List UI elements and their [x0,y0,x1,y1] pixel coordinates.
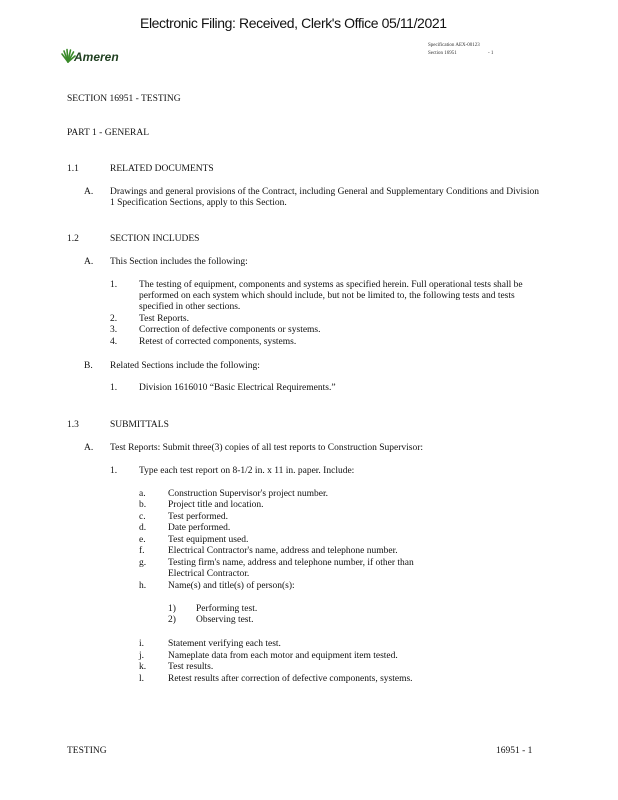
heading-title: SECTION INCLUDES [110,234,200,244]
sublist-item: Name(s) and title(s) of person(s): [168,581,295,591]
part-title: PART 1 - GENERAL [67,128,150,138]
list-item: Test Reports. [139,314,189,324]
subsublist-number: 1) [168,604,176,614]
subsublist-number: 2) [168,615,176,625]
paragraph: This Section includes the following: [110,257,248,267]
para-letter: A. [84,187,94,197]
sublist-letter: d. [139,523,147,533]
sublist-letter: l. [139,674,145,684]
section-title: SECTION 16951 - TESTING [67,94,181,104]
heading-title: RELATED DOCUMENTS [110,164,214,174]
sublist-letter: c. [139,512,146,522]
para-letter: B. [84,361,93,371]
sublist-letter: e. [139,535,146,545]
list-item: Correction of defective components or systems. [139,325,321,335]
subsublist-item: Performing test. [196,604,258,614]
subsublist-item: Observing test. [196,615,254,625]
sublist-letter: a. [139,489,146,499]
spec-reference [428,42,493,58]
sublist-item: Testing firm's name, address and telephone number, if other than Electrical Contractor. [168,558,414,579]
list-item: Type each test report on 8-1/2 in. x 11 in. paper. Include: [139,466,355,476]
heading-title: SUBMITTALS [110,420,169,430]
list-item: The testing of equipment, components and systems as specified herein. Full operational tests shall be performed on each system which should include, but not be limited to, the following tests and tests specified in other sections. [139,280,523,312]
footer-left: TESTING [67,746,107,756]
spec-line-1: Specification AEX-00123 [428,43,480,48]
list-item: Retest of corrected components, systems. [139,337,297,347]
para-letter: A. [84,443,94,453]
sublist-letter: h. [139,581,147,591]
sublist-letter: b. [139,500,147,510]
sublist-letter: k. [139,662,147,672]
ameren-logo [60,40,119,64]
sublist-letter: j. [139,651,145,661]
sublist-item: Electrical Contractor's name, address and telephone number. [168,546,398,556]
sublist-letter: f. [139,546,145,556]
sublist-item: Date performed. [168,523,231,533]
list-number: 1. [110,466,118,476]
sublist-item: Nameplate data from each motor and equipment item tested. [168,651,398,661]
list-number: 4. [110,337,118,347]
paragraph: Drawings and general provisions of the Contract, including General and Supplementary Conditions and Division 1 Specification Sections, apply to this Section. [110,187,539,208]
sublist-item: Test results. [168,662,214,672]
sublist-letter: g. [139,558,147,568]
para-letter: A. [84,257,94,267]
list-number: 1. [110,280,118,290]
sublist-letter: i. [139,639,145,649]
list-number: 2. [110,314,118,324]
sublist-item: Retest results after correction of defective components, systems. [168,674,413,684]
heading-number: 1.2 [67,234,79,244]
list-item: Division 1616010 “Basic Electrical Requirements.” [139,383,336,393]
sublist-item: Statement verifying each test. [168,639,281,649]
filing-stamp: Electronic Filing: Received, Clerk's Office 05/11/2021 [140,15,447,31]
sublist-item: Test equipment used. [168,535,249,545]
sublist-item: Project title and location. [168,500,264,510]
heading-number: 1.3 [67,420,79,430]
paragraph: Related Sections include the following: [110,361,260,371]
list-number: 1. [110,383,118,393]
spec-line-2: Section 16951 - 1 [428,51,494,56]
list-number: 3. [110,325,118,335]
heading-number: 1.1 [67,164,79,174]
sublist-item: Construction Supervisor's project number. [168,489,329,499]
footer-page-number: 16951 - 1 [496,746,533,756]
logo-text: Ameren [74,50,119,64]
sublist-item: Test performed. [168,512,229,522]
paragraph: Test Reports: Submit three(3) copies of all test reports to Construction Supervisor: [110,443,424,453]
